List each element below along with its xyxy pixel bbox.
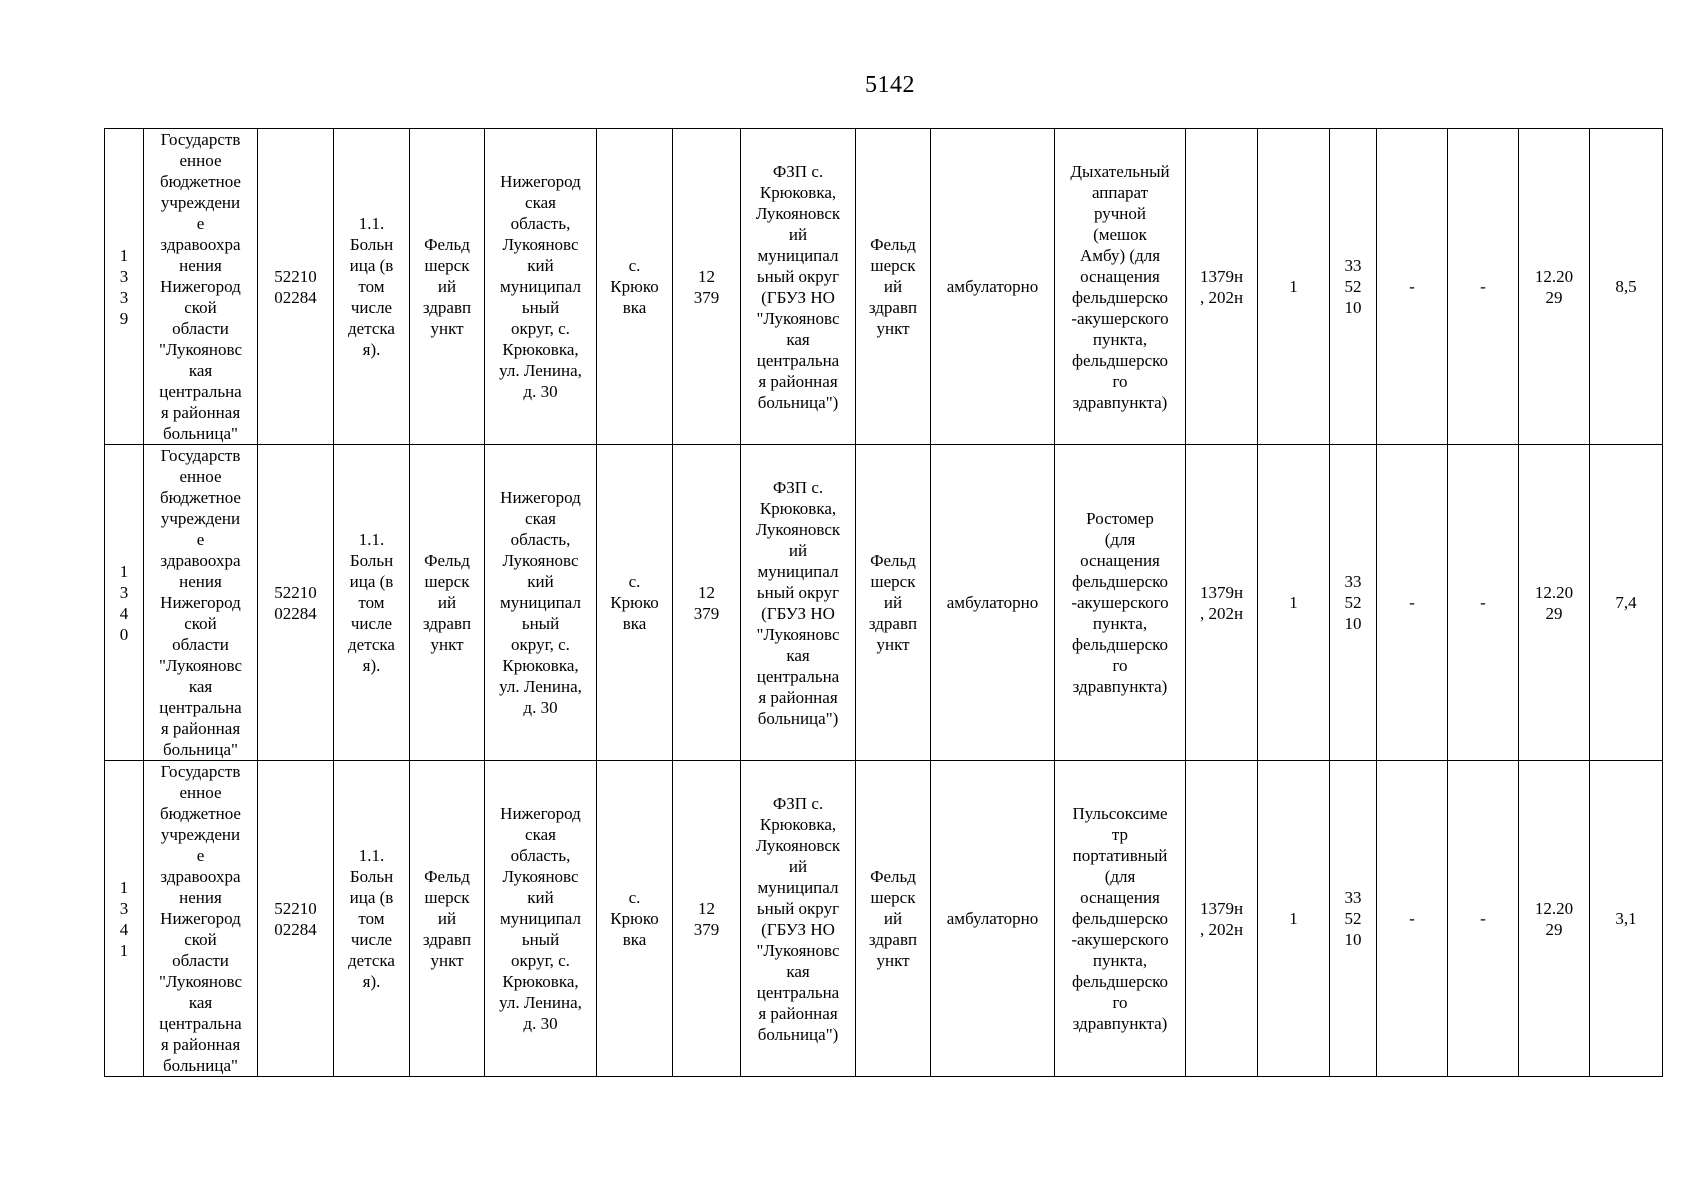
- conditions: амбулаторно: [946, 593, 1039, 612]
- organization-type: 1.1. Больн ица (в том числе детска я).: [348, 846, 395, 991]
- column-b-value: -: [1480, 909, 1486, 928]
- quantity-cell: [1258, 129, 1330, 445]
- address: Нижегород ская область, Лукояновс кий муниципал ьный округ, с. Крюковка, ул. Ленина, д. 30: [499, 172, 582, 401]
- organization: Государств енное бюджетное учреждени е здравоохра нения Нижегород ской области "Лукояновс кая центральна я районная больница": [158, 762, 242, 1075]
- value: 8,5: [1615, 277, 1637, 296]
- subdivision-cell: [410, 129, 485, 445]
- facility-cell: [741, 761, 856, 1077]
- table-row: [105, 761, 1663, 1077]
- organization-code: 52210 02284: [274, 582, 317, 623]
- organization-type: 1.1. Больн ица (в том числе детска я).: [348, 530, 395, 675]
- quantity: 1: [1289, 277, 1298, 296]
- row-number: 1339: [119, 245, 129, 328]
- conditions-cell: [931, 761, 1055, 1077]
- conditions-cell: [931, 445, 1055, 761]
- facility-type-cell: [856, 129, 931, 445]
- address-cell: [485, 761, 597, 1077]
- column-b-value: -: [1480, 277, 1486, 296]
- value-cell: [1590, 445, 1663, 761]
- okpd-code: 33 52 10: [1344, 256, 1362, 317]
- type-cell: [334, 761, 410, 1077]
- table-row: [105, 445, 1663, 761]
- row-number-cell: [105, 445, 144, 761]
- locality-cell: [597, 445, 673, 761]
- locality-cell: [597, 129, 673, 445]
- facility: ФЗП с. Крюковка, Лукояновск ий муниципал ьный округ (ГБУЗ НО "Лукояновс кая центральна я районная больница"): [755, 477, 841, 728]
- column-b-value: -: [1480, 593, 1486, 612]
- population: 12 379: [693, 898, 720, 939]
- column-a-value: -: [1409, 277, 1415, 296]
- row-number-cell: [105, 129, 144, 445]
- okpd-cell: [1330, 445, 1377, 761]
- facility: ФЗП с. Крюковка, Лукояновск ий муниципал ьный округ (ГБУЗ НО "Лукояновс кая центральна я районная больница"): [755, 161, 841, 412]
- quantity: 1: [1289, 593, 1298, 612]
- organization-cell: [144, 761, 258, 1077]
- order-cell: [1186, 761, 1258, 1077]
- order-cell: [1186, 445, 1258, 761]
- facility-type: Фельд шерск ий здравп ункт: [868, 551, 918, 654]
- okpd-code: 33 52 10: [1344, 888, 1362, 949]
- facility-cell: [741, 129, 856, 445]
- subdivision: Фельд шерск ий здравп ункт: [422, 235, 472, 338]
- quantity-cell: [1258, 761, 1330, 1077]
- page-number: 5142: [865, 72, 915, 98]
- facility-type: Фельд шерск ий здравп ункт: [868, 235, 918, 338]
- address: Нижегород ская область, Лукояновс кий муниципал ьный округ, с. Крюковка, ул. Ленина, д. 30: [499, 488, 582, 717]
- locality: с. Крюко вка: [610, 256, 659, 317]
- equipment-table: [104, 128, 1663, 1077]
- organization-code: 52210 02284: [274, 266, 317, 307]
- organization-type: 1.1. Больн ица (в том числе детска я).: [348, 214, 395, 359]
- organization-cell: [144, 445, 258, 761]
- organization-code: 52210 02284: [274, 898, 317, 939]
- equipment-cell: [1055, 445, 1186, 761]
- facility-type: Фельд шерск ий здравп ункт: [868, 867, 918, 970]
- conditions-cell: [931, 129, 1055, 445]
- column-b-cell: [1448, 129, 1519, 445]
- equipment: Ростомер (для оснащения фельдшерско -акушерского пункта, фельдшерско го здравпункта): [1071, 509, 1169, 696]
- population-cell: [673, 445, 741, 761]
- address-cell: [485, 445, 597, 761]
- column-a-value: -: [1409, 593, 1415, 612]
- column-a-cell: [1377, 129, 1448, 445]
- locality: с. Крюко вка: [610, 572, 659, 633]
- population-cell: [673, 129, 741, 445]
- equipment-cell: [1055, 129, 1186, 445]
- conditions: амбулаторно: [946, 277, 1039, 296]
- column-a-cell: [1377, 445, 1448, 761]
- quantity: 1: [1289, 909, 1298, 928]
- facility-cell: [741, 445, 856, 761]
- column-b-cell: [1448, 761, 1519, 1077]
- conditions: амбулаторно: [946, 909, 1039, 928]
- order: 1379н , 202н: [1199, 582, 1244, 623]
- date: 12.20 29: [1534, 898, 1574, 939]
- column-b-cell: [1448, 445, 1519, 761]
- date: 12.20 29: [1534, 582, 1574, 623]
- order: 1379н , 202н: [1199, 266, 1244, 307]
- quantity-cell: [1258, 445, 1330, 761]
- row-number: 1341: [119, 877, 129, 960]
- code-cell: [258, 761, 334, 1077]
- column-a-value: -: [1409, 909, 1415, 928]
- okpd-cell: [1330, 761, 1377, 1077]
- row-number: 1340: [119, 561, 129, 644]
- facility: ФЗП с. Крюковка, Лукояновск ий муниципал ьный округ (ГБУЗ НО "Лукояновс кая центральна я районная больница"): [755, 793, 841, 1044]
- population: 12 379: [693, 266, 720, 307]
- table-row: [105, 129, 1663, 445]
- date: 12.20 29: [1534, 266, 1574, 307]
- subdivision: Фельд шерск ий здравп ункт: [422, 867, 472, 970]
- value-cell: [1590, 761, 1663, 1077]
- date-cell: [1519, 761, 1590, 1077]
- row-number-cell: [105, 761, 144, 1077]
- order: 1379н , 202н: [1199, 898, 1244, 939]
- organization: Государств енное бюджетное учреждени е здравоохра нения Нижегород ской области "Лукояновс кая центральна я районная больница": [158, 130, 242, 443]
- code-cell: [258, 129, 334, 445]
- date-cell: [1519, 129, 1590, 445]
- type-cell: [334, 445, 410, 761]
- value: 3,1: [1615, 909, 1637, 928]
- organization: Государств енное бюджетное учреждени е здравоохра нения Нижегород ской области "Лукояновс кая центральна я районная больница": [158, 446, 242, 759]
- type-cell: [334, 129, 410, 445]
- facility-type-cell: [856, 761, 931, 1077]
- date-cell: [1519, 445, 1590, 761]
- okpd-cell: [1330, 129, 1377, 445]
- population-cell: [673, 761, 741, 1077]
- value: 7,4: [1615, 593, 1637, 612]
- equipment: Пульсоксиме тр портативный (для оснащения фельдшерско -акушерского пункта, фельдшерско го здравпункта): [1071, 804, 1169, 1033]
- value-cell: [1590, 129, 1663, 445]
- organization-cell: [144, 129, 258, 445]
- order-cell: [1186, 129, 1258, 445]
- code-cell: [258, 445, 334, 761]
- equipment: Дыхательный аппарат ручной (мешок Амбу) (для оснащения фельдшерско -акушерского пункта, фельдшерско го здравпункта): [1070, 161, 1170, 412]
- subdivision-cell: [410, 445, 485, 761]
- column-a-cell: [1377, 761, 1448, 1077]
- facility-type-cell: [856, 445, 931, 761]
- address: Нижегород ская область, Лукояновс кий муниципал ьный округ, с. Крюковка, ул. Ленина, д. 30: [499, 804, 582, 1033]
- population: 12 379: [693, 582, 720, 623]
- address-cell: [485, 129, 597, 445]
- locality: с. Крюко вка: [610, 888, 659, 949]
- okpd-code: 33 52 10: [1344, 572, 1362, 633]
- locality-cell: [597, 761, 673, 1077]
- equipment-cell: [1055, 761, 1186, 1077]
- subdivision: Фельд шерск ий здравп ункт: [422, 551, 472, 654]
- subdivision-cell: [410, 761, 485, 1077]
